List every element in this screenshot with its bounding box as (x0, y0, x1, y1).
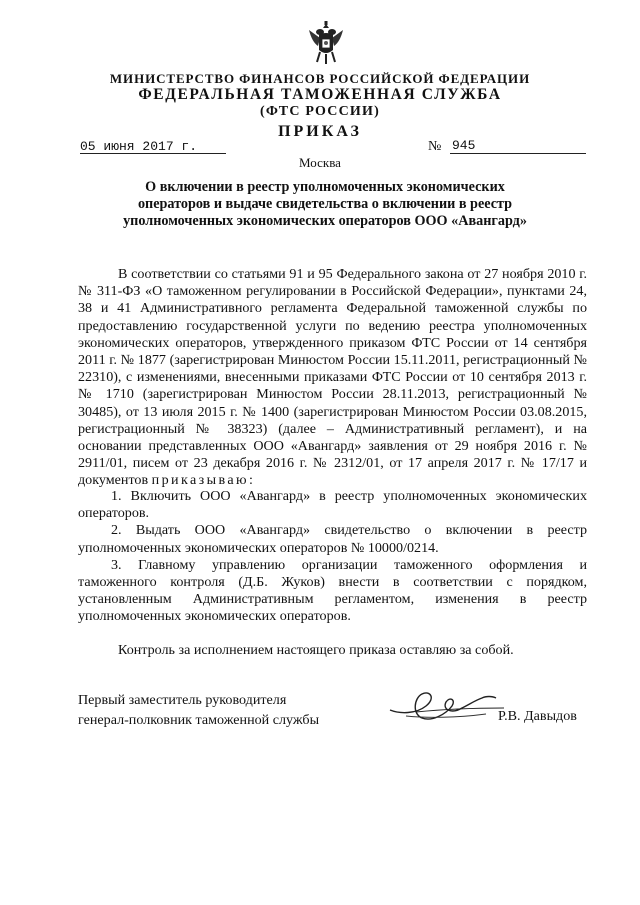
coat-of-arms-icon (306, 20, 346, 66)
order-number: 945 (452, 138, 476, 153)
order-title: О включении в реестр уполномоченных экономических операторов и выдаче свидетельства о включении в реестр уполномоченных экономических операторов ООО «Авангард» (123, 179, 527, 229)
order-word: приказываю: (151, 472, 256, 489)
closing-statement (78, 642, 587, 659)
signatory-position (78, 690, 319, 730)
closing-text: Контроль за исполнением настоящего приказа оставляю за собой. (118, 642, 514, 658)
position-line-1: Первый заместитель руководителя (78, 692, 287, 708)
order-date: 05 июня 2017 г. (80, 139, 198, 154)
handwritten-signature (386, 684, 508, 726)
document-type: ПРИКАЗ (278, 123, 362, 140)
order-number-label: № (428, 139, 442, 154)
position-line-2: генерал-полковник таможенной службы (78, 712, 320, 728)
preamble-text: В соответствии со статьями 91 и 95 Федерального закона от 27 ноября 2010 г. № 311-ФЗ «О таможенном регулировании в Российской Федерации», пунктами 24, 38 и 41 Административного регламента Федеральной таможенной службы по предоставлению государственной услуги по ведению реестра уполномоченных экономических операторов, утвержденного приказом ФТС России от 14 сентября 2011 г. № 1877 (зарегистрирован Минюстом России 15.11.2011, регистрационный № 22310), с изменениями, внесенными приказами ФТС России от 10 сентября 2013 г. № 1710 (зарегистрирован Минюстом России 28.11.2013, регистрационный № 30485), от 13 июля 2015 г. № 1400 (зарегистрирован Минюстом России 03.08.2015, регистрационный № 38323) (далее – Административный регламент), и на основании представленных ООО «Авангард» заявления от 29 ноября 2016 г. № 2911/01, писем от 23 декабря 2016 г. № 2312/01, от 17 апреля 2017 г. № 17/17 и документов (78, 266, 587, 489)
service-short-name: (ФТС РОССИИ) (260, 104, 380, 119)
date-underline (80, 153, 226, 154)
service-name: ФЕДЕРАЛЬНАЯ ТАМОЖЕННАЯ СЛУЖБА (138, 86, 502, 103)
order-item-1: 1. Включить ООО «Авангард» в реестр уполномоченных экономических операторов. (78, 488, 587, 522)
preamble (78, 266, 587, 490)
order-item-3: 3. Главному управлению организации таможенного оформления и таможенного контроля (Д.Б. Жуков) внести в соответствии с порядком, установленным Административным регламентом, изменения в реестр уполномоченных экономических операторов. (78, 556, 587, 625)
city: Москва (299, 155, 341, 170)
order-item-2: 2. Выдать ООО «Авангард» свидетельство о включении в реестр уполномоченных экономических операторов № 10000/0214. (78, 522, 587, 556)
ministry-name: МИНИСТЕРСТВО ФИНАНСОВ РОССИЙСКОЙ ФЕДЕРАЦИИ (109, 71, 531, 86)
order-items (78, 488, 587, 626)
number-underline (450, 153, 586, 154)
signatory-name: Р.В. Давыдов (498, 708, 577, 724)
